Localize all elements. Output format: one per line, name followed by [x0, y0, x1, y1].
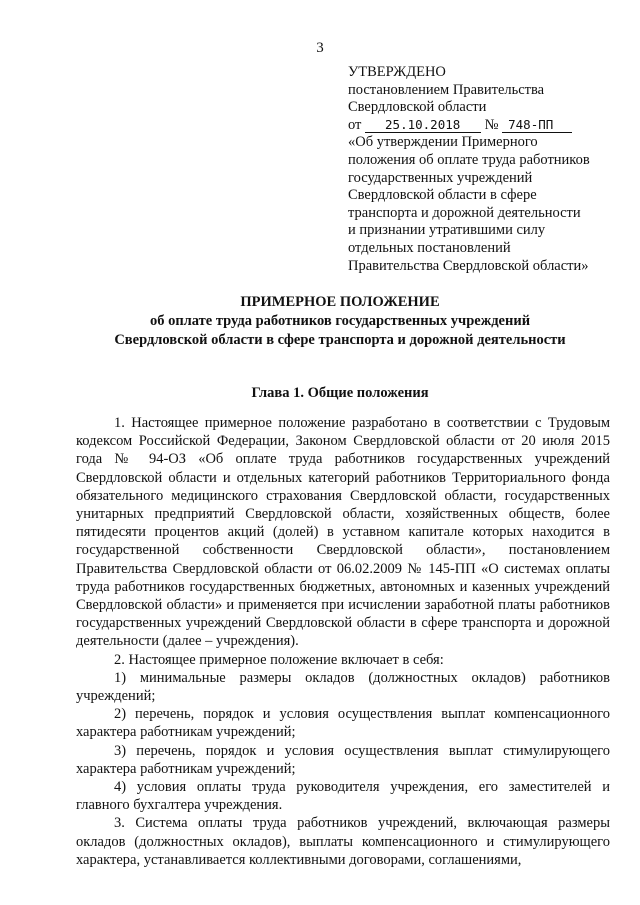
approval-heading: УТВЕРЖДЕНО [348, 64, 446, 80]
approval-number: 748-ПП [502, 118, 572, 133]
document-body [76, 414, 610, 869]
approval-subject-line: отдельных постановлений [348, 239, 511, 256]
number-prefix: № [484, 116, 499, 133]
list-item: 1) минимальные размеры окладов (должностных окладов) работников учреждений; [76, 669, 610, 705]
title-line: об оплате труда работников государственных учреждений [149, 313, 531, 329]
approval-subject-line: Правительства Свердловской области» [348, 257, 589, 274]
approval-authority: постановлением Правительства [348, 81, 545, 98]
list-item: 4) условия оплаты труда руководителя учреждения, его заместителей и главного бухгалтера учреждения. [76, 779, 610, 814]
approval-region: Свердловской области [348, 99, 487, 116]
list-item: 3) перечень, порядок и условия осуществления выплат стимулирующего характера работникам учреждений; [76, 742, 610, 777]
approval-stamp [348, 64, 628, 275]
approval-subject-line: государственных учреждений [348, 169, 533, 186]
approval-date: 25.10.2018 [365, 118, 481, 133]
title-line: ПРИМЕРНОЕ ПОЛОЖЕНИЕ [240, 294, 440, 310]
title-line: Свердловской области в сфере транспорта и дорожной деятельности [114, 332, 566, 348]
approval-subject-line: положения об оплате труда работников [348, 151, 590, 168]
approval-subject-line: и признании утратившими силу [348, 222, 546, 239]
date-prefix: от [348, 116, 362, 133]
list-item: 2) перечень, порядок и условия осуществления выплат компенсационного характера работникам учреждений; [76, 706, 610, 741]
document-title [70, 293, 610, 350]
paragraph: 3. Система оплаты труда работников учреждений, включающая размеры окладов (должностных окладов), выплаты компенсационного и стимулирующего характера, устанавливается коллективными договорами, соглашениями, [76, 815, 610, 868]
paragraph: 2. Настоящее примерное положение включает в себя: [114, 651, 444, 668]
page-number: 3 [316, 40, 324, 56]
approval-subject-line: транспорта и дорожной деятельности [348, 204, 581, 221]
approval-date-number-line [348, 117, 628, 135]
approval-subject-line: «Об утверждении Примерного [348, 134, 538, 151]
approval-subject-line: Свердловской области в сфере [348, 187, 537, 204]
chapter-heading: Глава 1. Общие положения [251, 385, 429, 401]
paragraph: 1. Настоящее примерное положение разработано в соответствии с Трудовым кодексом Российской Федерации, Законом Свердловской области от 20 июля 2015 года № 94-ОЗ «Об оплате труда работников государственных учреждений Свердловской области и отдельных категорий работников Территориального фонда обязательного медицинского страхования Свердловской области, государственных унитарных предприятий Свердловской области, хозяйственных обществ, более пятидесяти процентов акций (долей) в уставном капитале которых находится в государственной собственности Свердловской области», постановлением Правительства Свердловской области от 06.02.2009 № 145-ПП «О системах оплаты труда работников государственных бюджетных, автономных и казенных учреждений Свердловской области» и применяется при исчислении заработной платы работников государственных учреждений Свердловской области в сфере транспорта и дорожной деятельности (далее – учреждения). [76, 415, 610, 650]
